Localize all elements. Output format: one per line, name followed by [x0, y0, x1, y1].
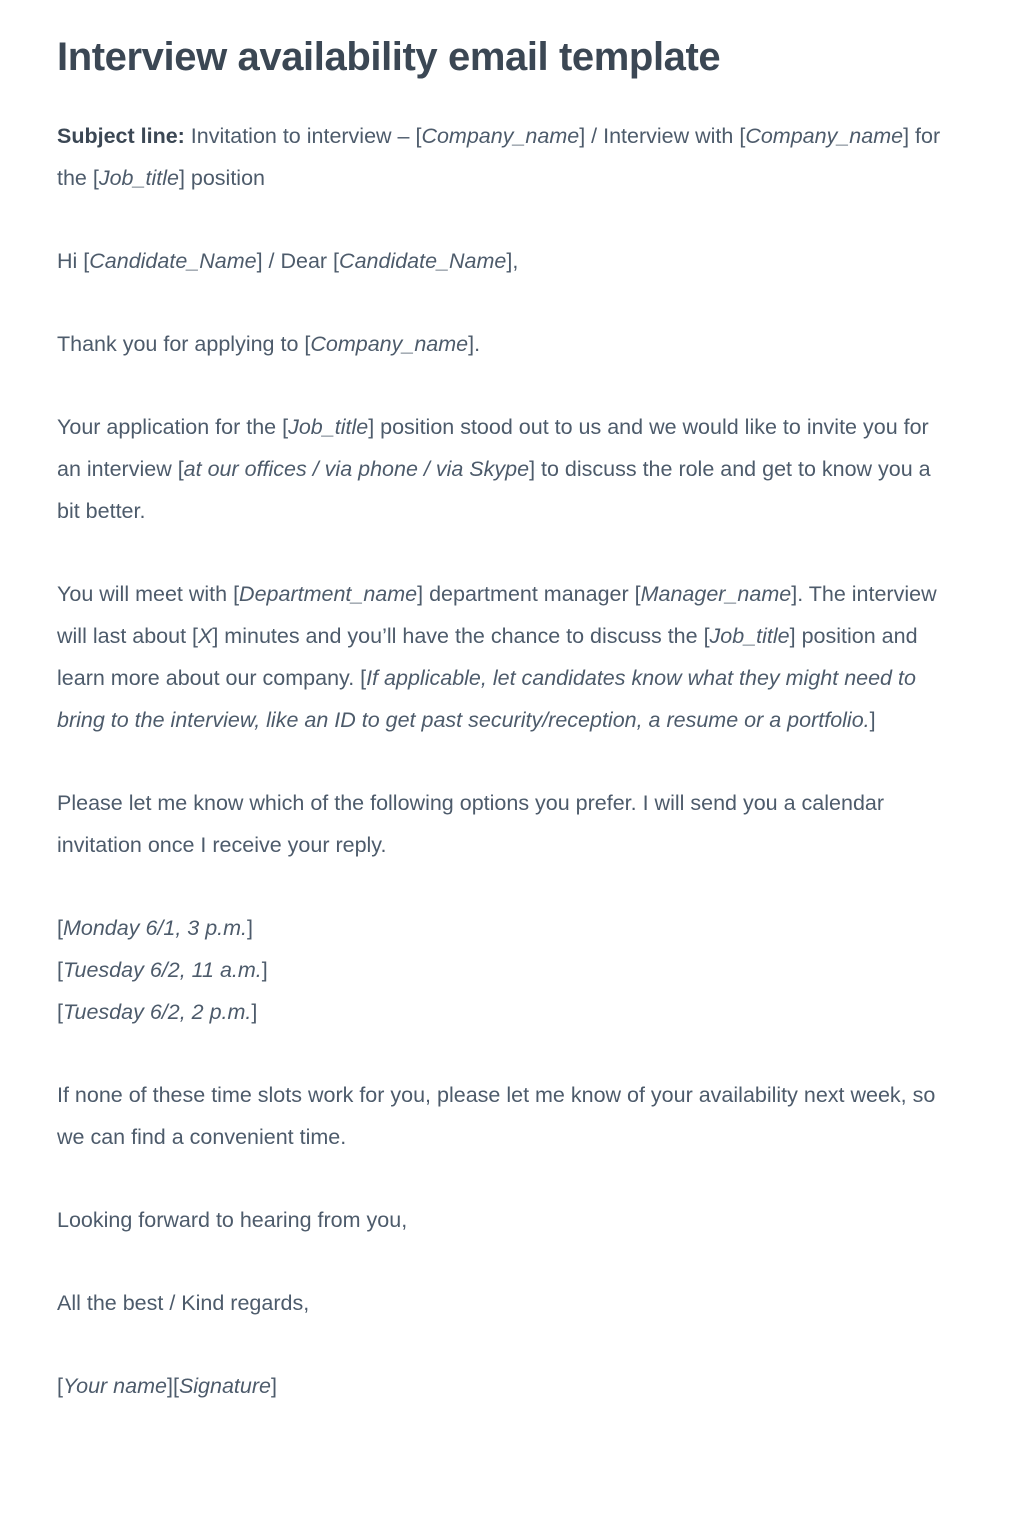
interview-details-paragraph-segment-10: ] [869, 708, 876, 733]
interview-details-paragraph-segment-5: X [198, 624, 213, 649]
list-item [57, 1374, 173, 1398]
greeting-paragraph-segment-4: ], [506, 249, 519, 274]
list-item-1-segment-0: [ [57, 958, 63, 983]
list-item-0-segment-1: Monday 6/1, 3 p.m. [62, 916, 248, 941]
interview-details-paragraph-segment-3: Manager_name [640, 582, 792, 607]
list-item [57, 991, 957, 1033]
list-item-2-segment-1: Tuesday 6/2, 2 p.m. [62, 1000, 252, 1025]
application-paragraph-segment-3: at our offices / via phone / via Skype [183, 457, 530, 482]
list-item [57, 907, 957, 949]
list-item-2-segment-0: [ [57, 1000, 63, 1025]
application-paragraph-segment-0: Your application for the [ [57, 415, 289, 440]
thank-you-paragraph [57, 323, 957, 365]
subject-line-paragraph-segment-0: Subject line: [57, 124, 185, 149]
greeting-paragraph-segment-2: ] / Dear [ [256, 249, 340, 274]
application-paragraph-segment-1: Job_title [288, 415, 369, 440]
time-slot-list [57, 907, 957, 1033]
greeting-paragraph-segment-1: Candidate_Name [89, 249, 257, 274]
application-paragraph [57, 406, 957, 532]
subject-line-paragraph [57, 115, 957, 199]
list-item-2-segment-2: ] [251, 1000, 258, 1025]
greeting-paragraph-segment-0: Hi [ [57, 249, 90, 274]
list-item-1-segment-2: ] [270, 1374, 277, 1399]
subject-line-paragraph-segment-2: Company_name [421, 124, 580, 149]
interview-details-paragraph-segment-0: You will meet with [ [57, 582, 240, 607]
fallback-availability-paragraph-segment-0: If none of these time slots work for you, please let me know of your availability next week, so we can find a convenient time. [57, 1083, 936, 1150]
fallback-availability-paragraph [57, 1074, 957, 1158]
subject-line-paragraph-segment-7: ] position [178, 166, 265, 191]
thank-you-paragraph-segment-1: Company_name [310, 332, 469, 357]
subject-line-paragraph-segment-5: ] for the [ [57, 124, 941, 191]
looking-forward-paragraph-segment-0: Looking forward to hearing from you, [57, 1208, 408, 1233]
interview-details-paragraph [57, 573, 957, 741]
interview-details-paragraph-segment-6: ] minutes and you’ll have the chance to discuss the [ [212, 624, 710, 649]
interview-details-paragraph-segment-7: Job_title [709, 624, 790, 649]
sign-off-paragraph [57, 1282, 957, 1324]
interview-details-paragraph-segment-1: Department_name [239, 582, 418, 607]
options-request-paragraph-segment-0: Please let me know which of the following options you prefer. I will send you a calendar invitation once I receive your reply. [57, 791, 885, 858]
list-item-0-segment-2: ] [166, 1374, 173, 1399]
list-item-1-segment-1: Tuesday 6/2, 11 a.m. [62, 958, 262, 983]
signature-block [57, 1365, 957, 1407]
list-item-0-segment-1: Your name [62, 1374, 167, 1399]
looking-forward-paragraph [57, 1199, 957, 1241]
interview-details-paragraph-segment-2: ] department manager [ [417, 582, 641, 607]
list-item [173, 1374, 277, 1398]
subject-line-paragraph-segment-6: Job_title [98, 166, 179, 191]
list-item-0-segment-0: [ [57, 1374, 63, 1399]
sign-off-paragraph-segment-0: All the best / Kind regards, [57, 1291, 310, 1316]
application-paragraph-segment-2: ] position stood out to us and we would like to invite you for an interview [ [57, 415, 929, 482]
greeting-paragraph-segment-3: Candidate_Name [339, 249, 507, 274]
list-item-1-segment-1: Signature [178, 1374, 271, 1399]
list-item-0-segment-0: [ [57, 916, 63, 941]
thank-you-paragraph-segment-0: Thank you for applying to [ [57, 332, 311, 357]
subject-line-paragraph-segment-1: Invitation to interview – [ [184, 124, 422, 149]
interview-details-paragraph-segment-9: If applicable, let candidates know what they might need to bring to the interview, like an ID to get past security/reception, a resume or a portfolio. [57, 666, 916, 733]
list-item-1-segment-2: ] [261, 958, 268, 983]
options-request-paragraph [57, 782, 957, 866]
page-title: Interview availability email template [57, 35, 721, 79]
subject-line-paragraph-segment-3: ] / Interview with [ [579, 124, 746, 149]
greeting-paragraph [57, 240, 957, 282]
application-paragraph-segment-4: ] to discuss the role and get to know you a bit better. [57, 457, 931, 524]
subject-line-paragraph-segment-4: Company_name [745, 124, 904, 149]
list-item-0-segment-2: ] [247, 916, 254, 941]
interview-details-paragraph-segment-8: ] position and learn more about our company. [ [57, 624, 918, 691]
interview-details-paragraph-segment-4: ]. The interview will last about [ [57, 582, 937, 649]
thank-you-paragraph-segment-2: ]. [468, 332, 481, 357]
list-item-1-segment-0: [ [172, 1374, 179, 1399]
list-item [57, 949, 957, 991]
